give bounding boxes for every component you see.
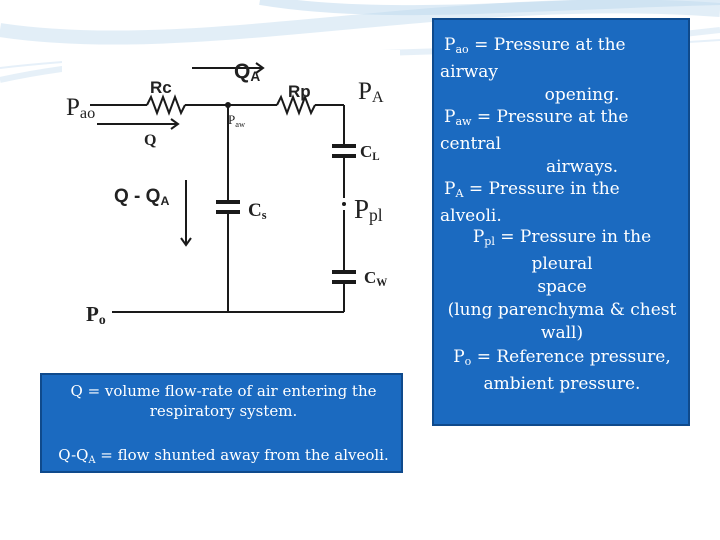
- label-pao: $P_{ao}$: [66, 94, 96, 122]
- definition-pa: $P_A$ = Pressure in the alveoli.: [440, 179, 620, 226]
- label-paw: $P_{aw}$: [228, 112, 246, 129]
- flow-notes-panel: [40, 373, 403, 473]
- definition-ppl: $P_{pl}$ = Pressure in the pleural space (lung parenchyma & chest wall): [447, 227, 677, 343]
- label-ppl: $P_{pl}$: [354, 194, 383, 225]
- label-rp: Rp: [288, 82, 311, 101]
- label-cs: $C_s$: [248, 200, 267, 222]
- label-pa: $P_A$: [358, 78, 384, 106]
- label-q-minus-qa: Q - $Q_A$: [114, 186, 170, 208]
- definitions-panel: [432, 18, 690, 426]
- q-definition: Q = volume flow-rate of air entering the respiratory system.: [70, 382, 377, 420]
- q-minus-qa-definition: $Q-Q_A$ = flow shunted away from the alveoli.: [58, 446, 389, 466]
- definition-pao: $P_{ao}$ = Pressure at the airway opening.: [440, 35, 626, 105]
- label-po: $P_o$: [86, 302, 106, 327]
- label-cw: $C_W$: [364, 268, 388, 289]
- circuit-svg: [62, 50, 400, 332]
- label-q: Q: [144, 132, 157, 149]
- definition-po: $P_o$ = Reference pressure, ambient pressure.: [453, 347, 671, 394]
- definition-paw: $P_{aw}$ = Pressure at the central airways.: [440, 107, 629, 177]
- label-cl: $C_L$: [360, 142, 380, 163]
- label-qa: $Q_A$: [234, 60, 261, 84]
- rc-resistor: [147, 97, 185, 113]
- circuit-diagram: [62, 50, 400, 332]
- label-rc: Rc: [150, 78, 172, 97]
